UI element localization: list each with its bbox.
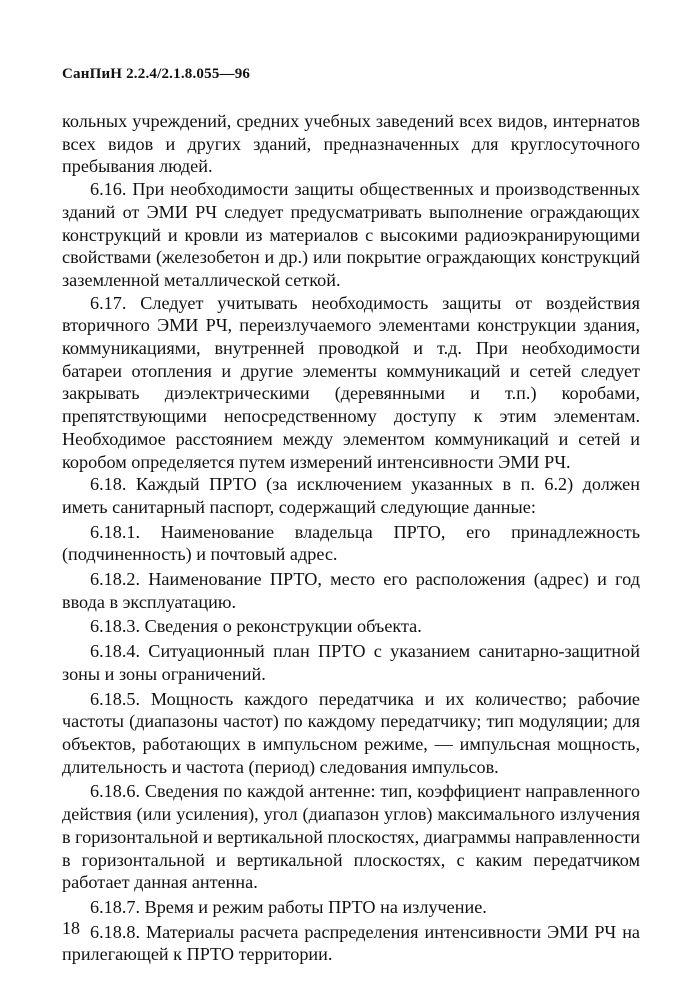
page-number: 18 xyxy=(62,918,80,938)
paragraph-6-18-3: 6.18.3. Сведения о реконструкции объекта. xyxy=(90,616,422,637)
paragraph-6-18-5: 6.18.5. Мощность каждого передатчика и их количество; рабочие частоты (диапазоны частот) по каждому передатчику; тип модуляции; для объектов, работающих в импульсном режиме, — импульсная мощность, длительность и частота (период) следования импульсов. xyxy=(62,688,640,777)
paragraph-6-18-7: 6.18.7. Время и режим работы ПРТО на излучение. xyxy=(90,896,487,917)
paragraph-6-17: 6.17. Следует учитывать необходимость защиты от воздействия вторичного ЭМИ РЧ, переизлучаемого элементами конструкции здания, коммуникациями, внутренней проводкой и т.д. При необходимости батареи отопления и другие элементы коммуникаций и сетей следует закрывать диэлектрическими (деревянными и т.п.) коробами, препятствующими непосредственному доступу к этим элементам. Необходимое расстоянием между элементом коммуникаций и сетей и коробом определяется путем измерений интенсивности ЭМИ РЧ. xyxy=(62,292,640,472)
paragraph-6-18-4: 6.18.4. Ситуационный план ПРТО с указанием санитарно-защитной зоны и зоны ограничений. xyxy=(62,641,640,684)
paragraph-6-18-2: 6.18.2. Наименование ПРТО, место его расположения (адрес) и год ввода в эксплуатацию. xyxy=(62,569,640,612)
running-header: СанПиН 2.2.4/2.1.8.055—96 xyxy=(62,66,251,82)
paragraph-continuation: кольных учреждений, средних учебных заведений всех видов, интернатов всех видов и других зданий, предназначенных для круглосуточного пребывания людей. xyxy=(62,111,640,177)
paragraph-6-16: 6.16. При необходимости защиты общественных и производственных зданий от ЭМИ РЧ следует предусматривать выполнение ограждающих конструкций и кровли из материалов с высокими радиоэкранирующими свойствами (железобетон и др.) или покрытие ограждающих конструкций заземленной металлической сеткой. xyxy=(62,179,640,290)
paragraph-6-18: 6.18. Каждый ПРТО (за исключением указанных в п. 6.2) должен иметь санитарный паспорт, содержащий следующие данные: xyxy=(62,474,640,517)
paragraph-6-18-6: 6.18.6. Сведения по каждой антенне: тип, коэффициент направленного действия (или усиления), угол (диапазон углов) максимального излучения в горизонтальной и вертикальной плоскостях, диаграммы направленности в горизонтальной и вертикальной плоскостях, с каким передатчиком работает данная антенна. xyxy=(62,781,640,893)
body-text xyxy=(62,110,640,966)
paragraph-6-18-8: 6.18.8. Материалы расчета распределения интенсивности ЭМИ РЧ на прилегающей к ПРТО территории. xyxy=(62,921,640,965)
paragraph-6-18-1: 6.18.1. Наименование владельца ПРТО, его принадлежность (подчиненность) и почтовый адрес. xyxy=(62,521,640,565)
